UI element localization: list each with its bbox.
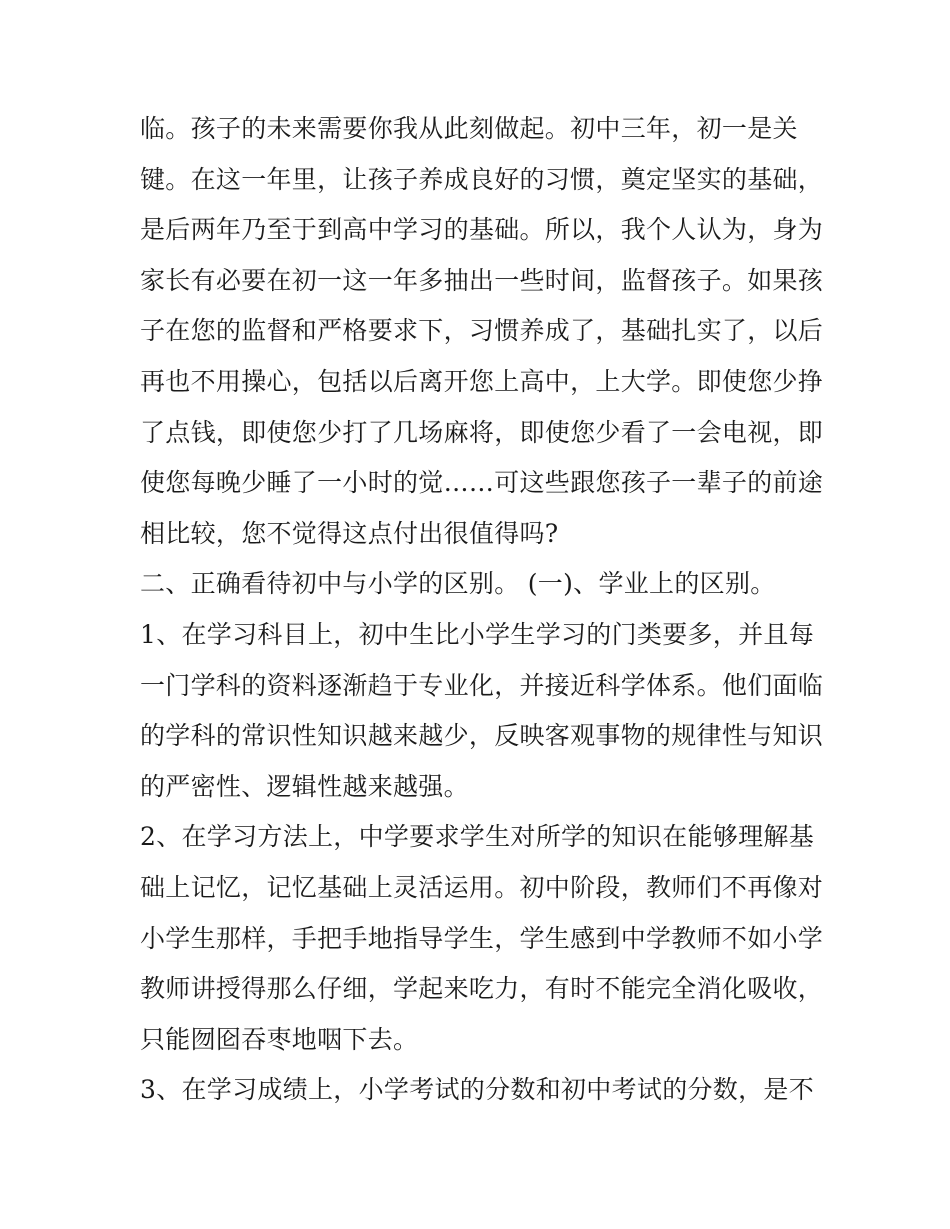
- text-line: 的严密性、逻辑性越来越强。: [140, 771, 469, 801]
- text-line: 教师讲授得那么仔细，学起来吃力，有时不能完全消化吸收，: [140, 974, 824, 1004]
- text-line: 使您每晚少睡了一小时的觉……可这些跟您孩子一辈子的前途: [140, 468, 824, 498]
- text-line: 只能囫囵吞枣地咽下去。: [140, 1024, 419, 1054]
- text-line: 3、在学习成绩上，小学考试的分数和初中考试的分数，是不: [140, 1075, 815, 1105]
- text-line: 子在您的监督和严格要求下，习惯养成了，基础扎实了，以后: [140, 316, 824, 346]
- text-line: 了点钱，即使您少打了几场麻将，即使您少看了一会电视，即: [140, 417, 824, 447]
- body-text: [140, 104, 824, 1116]
- text-line: 家长有必要在初一这一年多抽出一些时间，监督孩子。如果孩: [140, 265, 824, 295]
- text-line: 是后两年乃至于到高中学习的基础。所以，我个人认为，身为: [140, 215, 824, 245]
- text-line: 一门学科的资料逐渐趋于专业化，并接近科学体系。他们面临: [140, 670, 824, 700]
- text-line: 1、在学习科目上，初中生比小学生学习的门类要多，并且每: [140, 619, 815, 649]
- text-line: 础上记忆，记忆基础上灵活运用。初中阶段，教师们不再像对: [140, 872, 824, 902]
- text-line: 相比较，您不觉得这点付出很值得吗?: [140, 518, 559, 548]
- text-line: 2、在学习方法上，中学要求学生对所学的知识在能够理解基: [140, 822, 815, 852]
- text-line: 小学生那样，手把手地指导学生，学生感到中学教师不如小学: [140, 923, 824, 953]
- text-line: 再也不用操心，包括以后离开您上高中，上大学。即使您少挣: [140, 366, 824, 396]
- section-heading: 二、正确看待初中与小学的区别。 (一)、学业上的区别。: [140, 569, 776, 599]
- text-line: 键。在这一年里，让孩子养成良好的习惯，奠定坚实的基础，: [140, 164, 824, 194]
- text-line: 临。孩子的未来需要你我从此刻做起。初中三年，初一是关: [140, 114, 798, 143]
- text-line: 的学科的常识性知识越来越少，反映客观事物的规律性与知识: [140, 721, 824, 751]
